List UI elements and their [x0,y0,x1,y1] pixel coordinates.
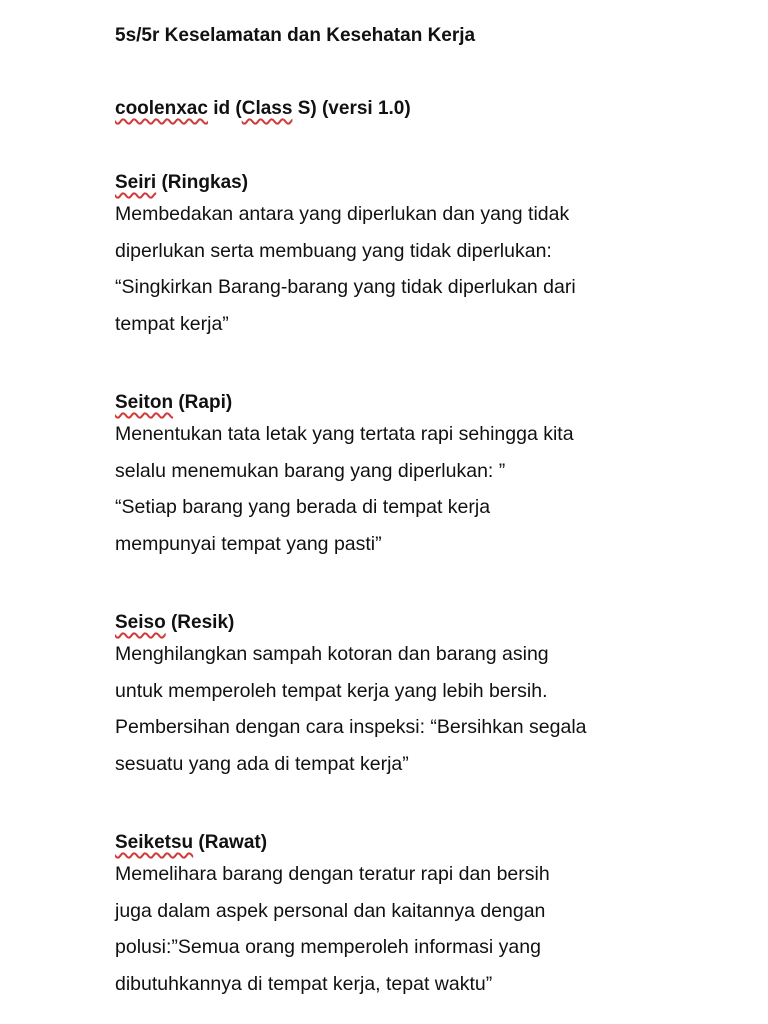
section-term: Seiton [115,392,174,413]
section-seiton [115,391,715,562]
body-line: Pembersihan dengan cara inspeksi: “Bersihkan segala [115,716,587,738]
body-line: diperlukan serta membuang yang tidak diperlukan: [115,239,552,262]
section-seiketsu [115,831,715,1002]
body-line: Menghilangkan sampah kotoran dan barang asing [115,643,549,665]
section-term: Seiso [115,612,166,633]
class-word: Class [241,98,293,119]
section-term: Seiketsu [115,832,194,853]
author-name: coolenxac [115,98,208,119]
body-line: Memelihara barang dengan teratur rapi dan bersih [115,863,550,885]
body-line: selalu menemukan barang yang diperlukan: ” [115,459,506,482]
section-term: Seiri [115,172,157,193]
section-meaning: (Resik) [165,612,235,633]
section-heading [115,391,715,415]
section-seiso [115,611,715,782]
body-line: tempat kerja” [115,312,229,335]
body-line: untuk memperoleh tempat kerja yang lebih bersih. [115,679,548,702]
subtitle-post-class: S) (versi 1.0) [292,98,411,119]
body-line: Menentukan tata letak yang tertata rapi sehingga kita [115,423,574,445]
subtitle-pre-class: id ( [207,98,242,119]
body-line: polusi:”Semua orang memperoleh informasi yang [115,936,541,958]
section-heading [115,831,715,855]
section-meaning: (Rapi) [173,392,233,413]
section-heading [115,171,715,195]
section-seiri [115,171,715,342]
body-line: “Setiap barang yang berada di tempat kerja [115,496,491,518]
section-meaning: (Ringkas) [156,172,249,193]
body-line: “Singkirkan Barang-barang yang tidak diperlukan dari [115,276,576,298]
section-heading [115,611,715,635]
body-line: dibutuhkannya di tempat kerja, tepat waktu” [115,972,493,995]
body-line: sesuatu yang ada di tempat kerja” [115,752,409,775]
body-line: mempunyai tempat yang pasti” [115,532,382,555]
document-subtitle [115,98,411,120]
section-meaning: (Rawat) [193,832,268,853]
body-line: juga dalam aspek personal dan kaitannya dengan [115,899,546,922]
document-title: 5s/5r Keselamatan dan Kesehatan Kerja [115,25,476,46]
body-line: Membedakan antara yang diperlukan dan yang tidak [115,203,570,225]
